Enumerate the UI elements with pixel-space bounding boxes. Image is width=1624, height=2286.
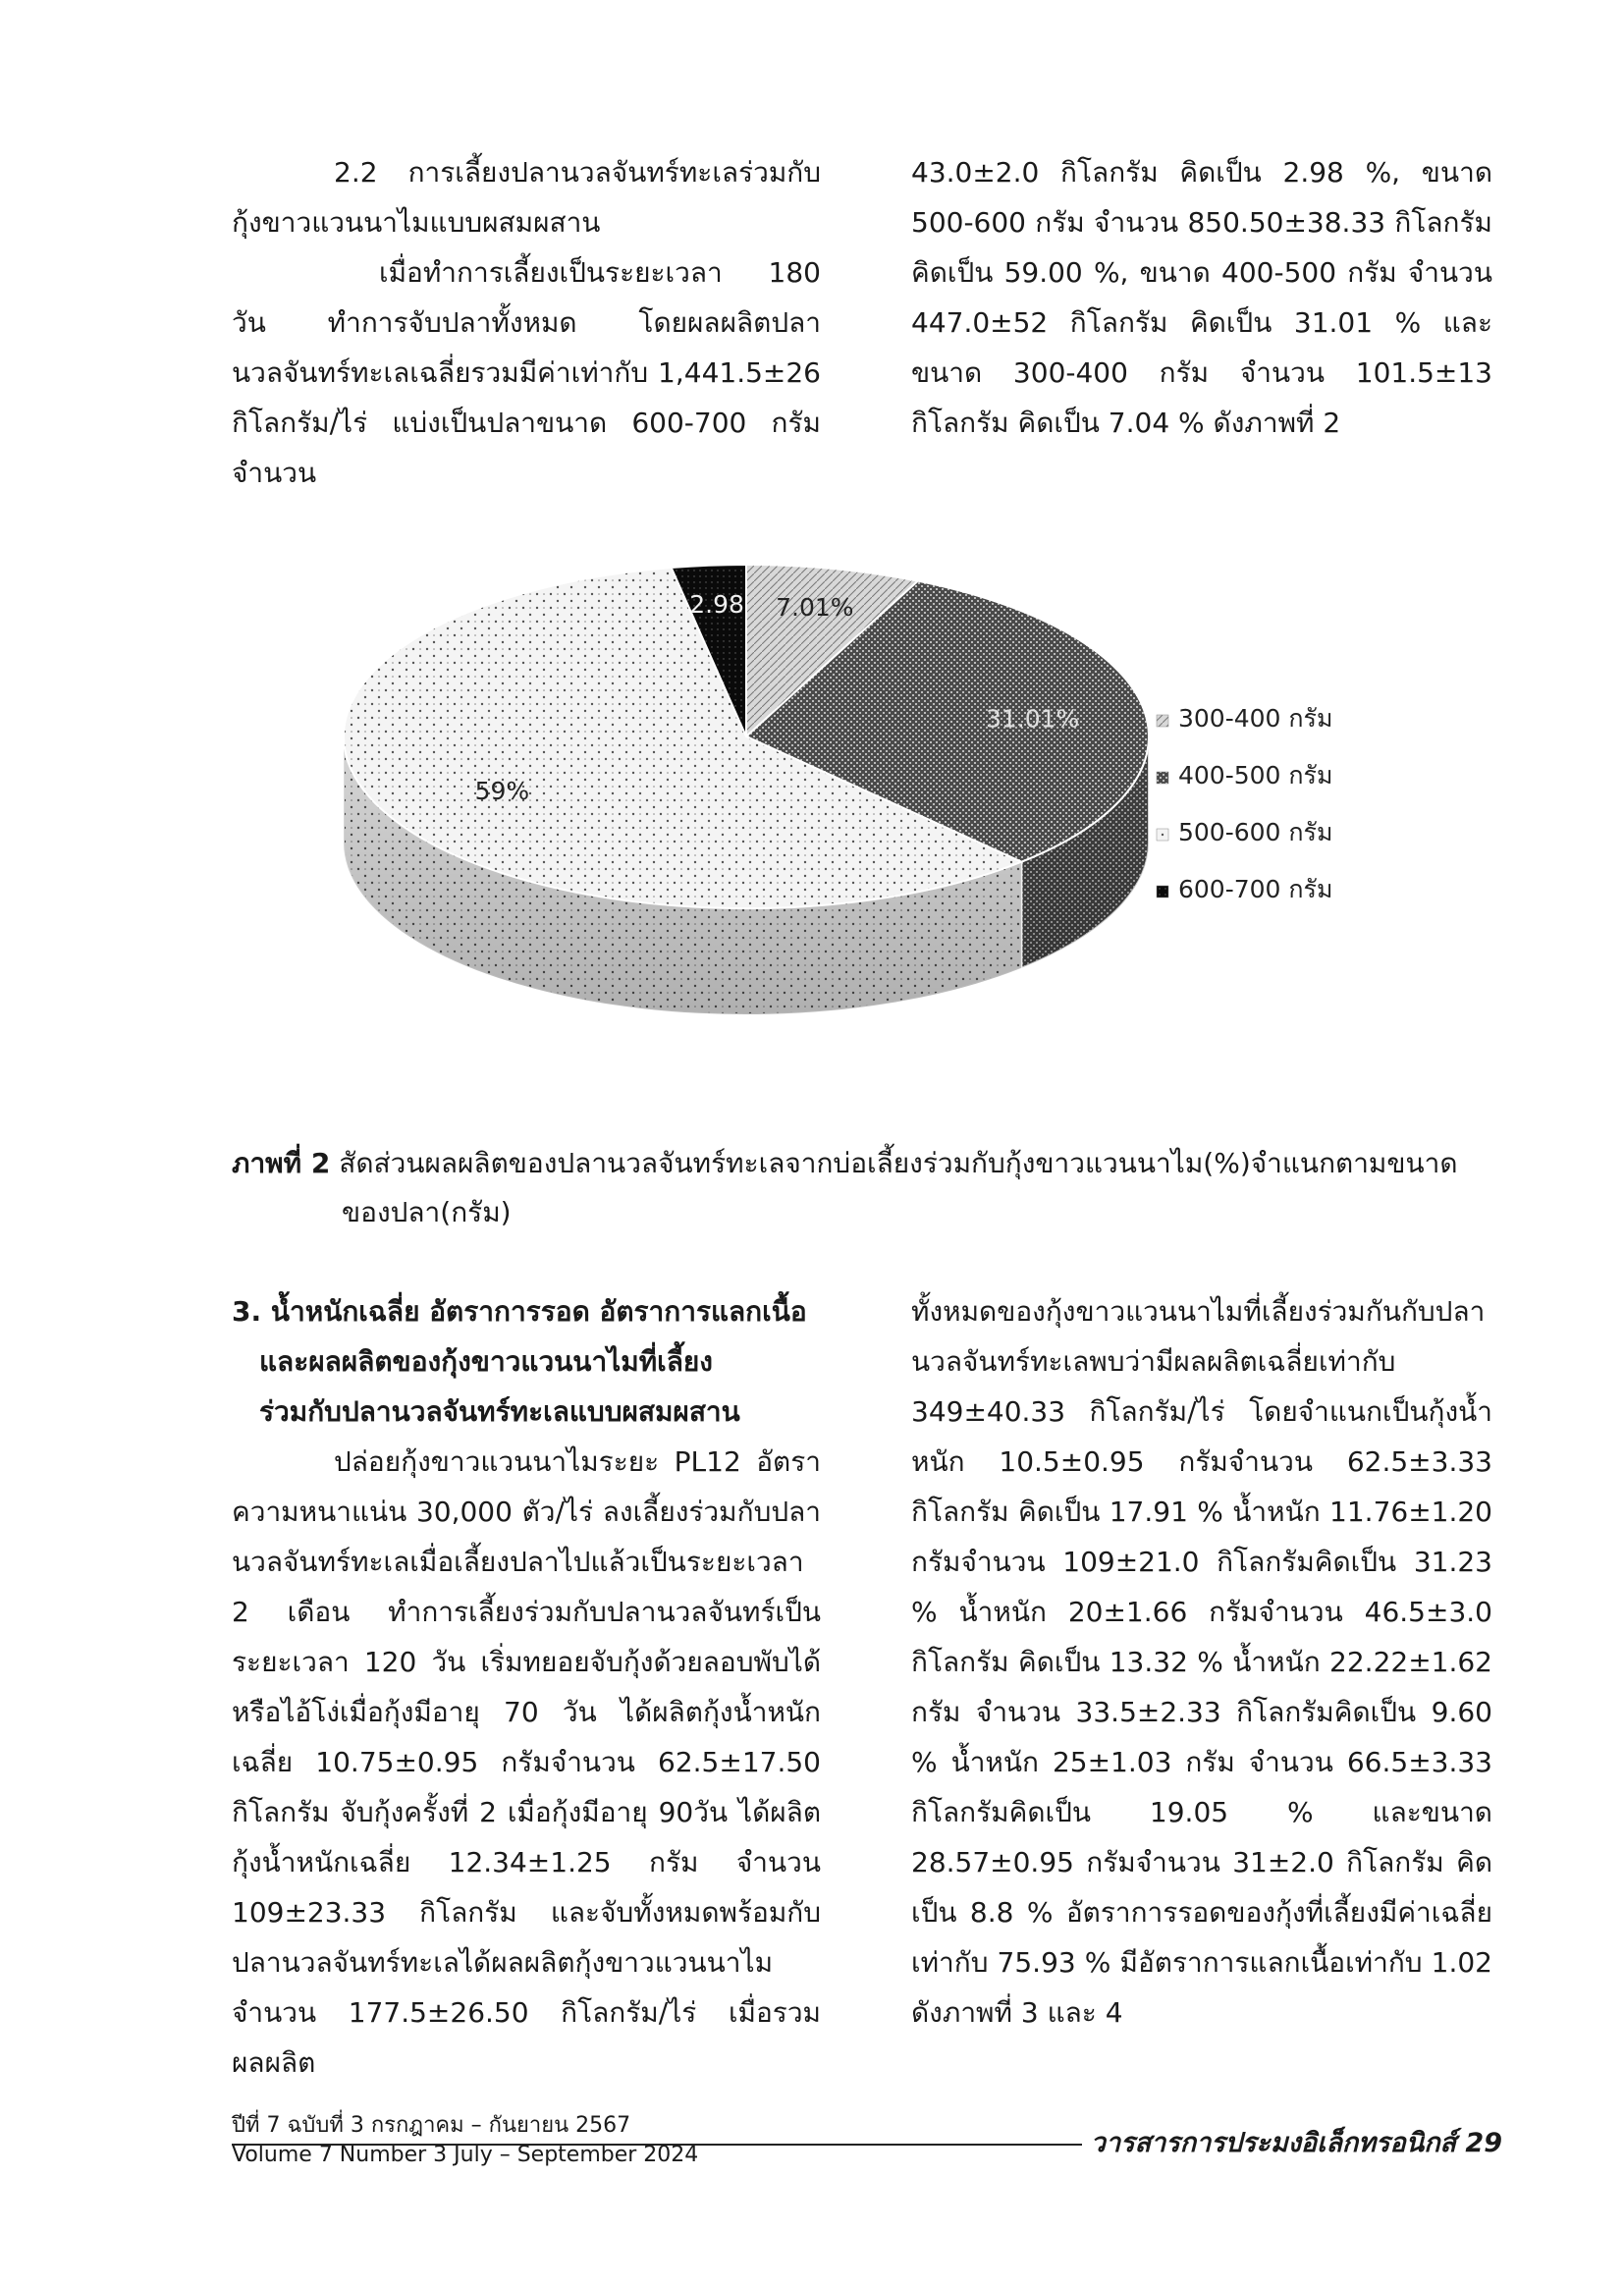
heading-line: 3. น้ำหนักเฉลี่ย อัตราการรอด อัตราการแลกเนื้อ <box>232 1295 807 1328</box>
footer-issue <box>232 2111 698 2170</box>
footer-issue-en: Volume 7 Number 3 July – September 2024 <box>232 2143 699 2167</box>
legend-label-2: 500-600 กรัม <box>1178 818 1333 846</box>
paragraph: 43.0±2.0 กิโลกรัม คิดเป็น 2.98 %, ขนาด 500-600 กรัม จำนวน 850.50±38.33 กิโลกรัม คิดเป็น 59.00 %, ขนาด 400-500 กรัม จำนวน 447.0±52 กิโลกรัม คิดเป็น 31.01 % และขนาด 300-400 กรัม จำนวน 101.5±13 กิโลกรัม คิดเป็น 7.04 % ดังภาพที่ 2 <box>911 156 1492 439</box>
legend-swatch-3 <box>1157 886 1168 898</box>
pie-data-label-1: 31.01% <box>985 704 1080 734</box>
section-heading-2-2: 2.2 การเลี้ยงปลานวลจันทร์ทะเลร่วมกับกุ้งขาวแวนนาไมแบบผสมผสาน <box>232 156 821 239</box>
legend-swatch-2 <box>1157 829 1168 841</box>
legend-label-1: 400-500 กรัม <box>1178 761 1333 789</box>
right-column-top <box>911 147 1492 448</box>
paragraph: ทั้งหมดของกุ้งขาวแวนนาไมที่เลี้ยงร่วมกันกับปลานวลจันทร์ทะเลพบว่ามีผลผลิตเฉลี่ยเท่ากับ 349±40.33 กิโลกรัม/ไร่ โดยจำแนกเป็นกุ้งน้ำหนัก 10.5±0.95 กรัมจำนวน 62.5±3.33 กิโลกรัม คิดเป็น 17.91 % น้ำหนัก 11.76±1.20 กรัมจำนวน 109±21.0 กิโลกรัมคิดเป็น 31.23 % น้ำหนัก 20±1.66 กรัมจำนวน 46.5±3.0 กิโลกรัม คิดเป็น 13.32 % น้ำหนัก 22.22±1.62 กรัม จำนวน 33.5±2.33 กิโลกรัมคิดเป็น 9.60 % น้ำหนัก 25±1.03 กรัม จำนวน 66.5±3.33 กิโลกรัมคิดเป็น 19.05 % และขนาด 28.57±0.95 กรัมจำนวน 31±2.0 กิโลกรัม คิดเป็น 8.8 % อัตราการรอดของกุ้งที่เลี้ยงมีค่าเฉลี่ยเท่ากับ 75.93 % มีอัตราการแลกเนื้อเท่ากับ 1.02 ดังภาพที่ 3 และ 4 <box>911 1295 1492 2029</box>
left-column-top <box>232 147 821 498</box>
heading-line: และผลผลิตของกุ้งขาวแวนนาไมที่เลี้ยง <box>259 1345 713 1378</box>
chart-legend <box>1157 704 1332 903</box>
pie-data-label-2: 59% <box>474 776 530 805</box>
heading-line: ร่วมกับปลานวลจันทร์ทะเลแบบผสมผสาน <box>259 1395 740 1428</box>
pie-tops <box>344 565 1149 908</box>
figure-caption <box>232 1139 1508 1237</box>
legend-swatch-1 <box>1157 772 1168 784</box>
legend-label-0: 300-400 กรัม <box>1178 704 1333 733</box>
right-column-bottom <box>911 1286 1492 2038</box>
legend-swatch-0 <box>1157 715 1168 727</box>
legend-label-3: 600-700 กรัม <box>1178 875 1333 903</box>
caption-label: ภาพที่ 2 <box>232 1147 331 1179</box>
pie-data-label-3: 2.98 <box>689 590 744 620</box>
paragraph: เมื่อทำการเลี้ยงเป็นระยะเวลา 180 วัน ทำการจับปลาทั้งหมด โดยผลผลิตปลานวลจันทร์ทะเลเฉลี่ยรวมมีค่าเท่ากับ 1,441.5±26 กิโลกรัม/ไร่ แบ่งเป็นปลาขนาด 600-700 กรัมจำนวน <box>232 256 821 489</box>
pie-chart <box>314 550 1333 1100</box>
pie-data-label-0: 7.01% <box>776 592 854 622</box>
footer-issue-th: ปีที่ 7 ฉบับที่ 3 กรกฎาคม – กันยายน 2567 <box>232 2113 631 2138</box>
section-heading-3 <box>232 1286 821 1437</box>
footer-journal-title: วารสารการประมงอิเล็กทรอนิกส์ 29 <box>1090 2128 1502 2158</box>
footer-divider <box>232 2144 1082 2146</box>
paragraph: ปล่อยกุ้งขาวแวนนาไมระยะ PL12 อัตราความหนาแน่น 30,000 ตัว/ไร่ ลงเลี้ยงร่วมกับปลานวลจันทร์ทะเลเมื่อเลี้ยงปลาไปแล้วเป็นระยะเวลา 2 เดือน ทำการเลี้ยงร่วมกับปลานวลจันทร์เป็นระยะเวลา 120 วัน เริ่มทยอยจับกุ้งด้วยลอบพับได้หรือไอ้โง่เมื่อกุ้งมีอายุ 70 วัน ได้ผลิตกุ้งน้ำหนักเฉลี่ย 10.75±0.95 กรัมจำนวน 62.5±17.50 กิโลกรัม จับกุ้งครั้งที่ 2 เมื่อกุ้งมีอายุ 90วัน ได้ผลิตกุ้งน้ำหนักเฉลี่ย 12.34±1.25 กรัม จำนวน 109±23.33 กิโลกรัม และจับทั้งหมดพร้อมกับปลานวลจันทร์ทะเลได้ผลผลิตกุ้งขาวแวนนาไม จำนวน 177.5±26.50 กิโลกรัม/ไร่ เมื่อรวมผลผลิต <box>232 1445 821 2079</box>
caption-text-cont: ของปลา(กรัม) <box>342 1196 512 1228</box>
left-column-bottom <box>232 1286 821 2088</box>
caption-text: สัดส่วนผลผลิตของปลานวลจันทร์ทะเลจากบ่อเลี้ยงร่วมกับกุ้งขาวแวนนาไม(%)จำแนกตามขนาด <box>339 1147 1458 1179</box>
